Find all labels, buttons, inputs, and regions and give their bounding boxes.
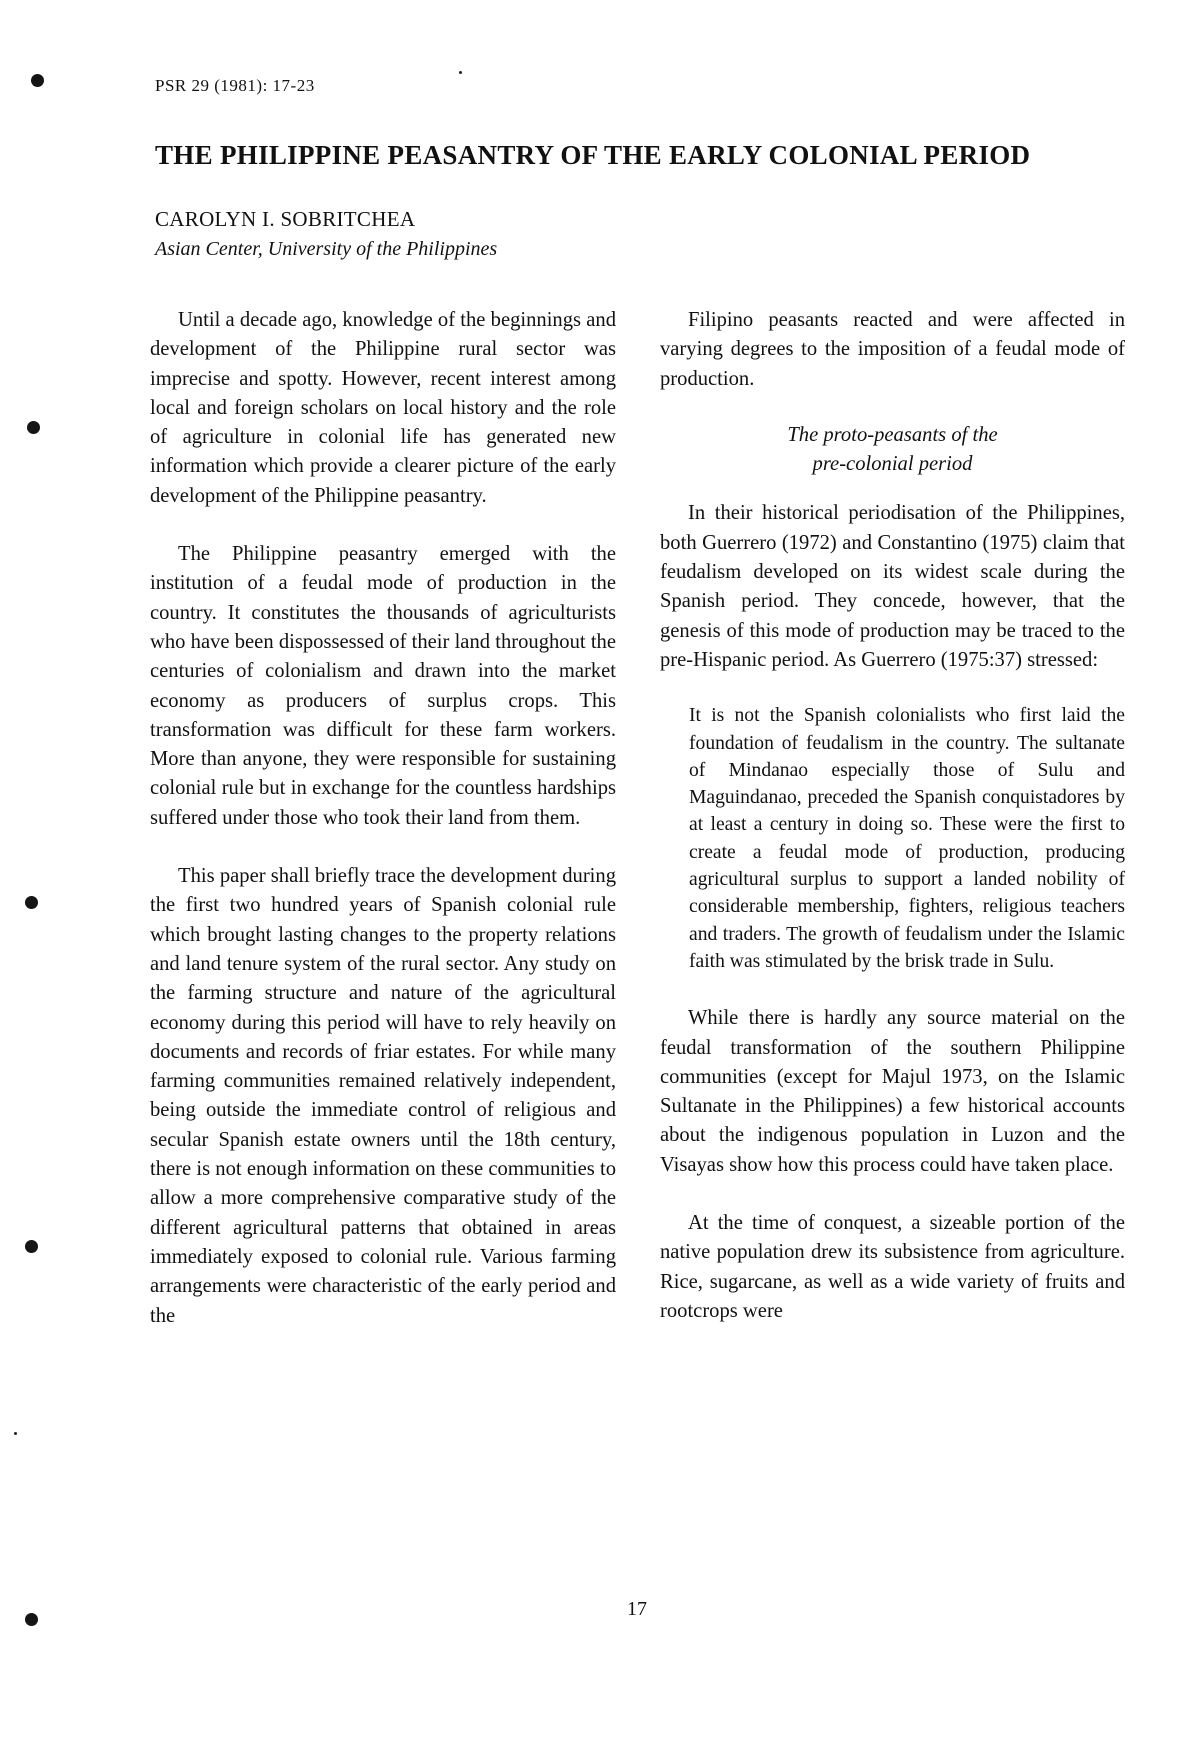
left-text-column bbox=[150, 306, 616, 1331]
right-text-column bbox=[660, 306, 1125, 1326]
body-paragraph: At the time of conquest, a sizeable portion of the native population drew its subsistence from agriculture. Rice, sugarcane, as well as a wide variety of fruits and rootcrops were bbox=[660, 1212, 1125, 1322]
binder-hole-mark bbox=[25, 1240, 38, 1253]
scan-speck bbox=[459, 71, 462, 74]
section-heading-line: The proto-peasants of the bbox=[787, 423, 998, 446]
body-paragraph: In their historical periodisation of the Philippines, both Guerrero (1972) and Constantino (1975) claim that feudalism developed on its widest scale during the Spanish period. They concede, however, that the genesis of this mode of production may be traced to the pre-Hispanic period. As Guerrero (1975:37) stressed: bbox=[660, 502, 1125, 671]
scan-speck bbox=[14, 1432, 17, 1435]
binder-hole-mark bbox=[27, 421, 40, 434]
journal-reference: PSR 29 (1981): 17-23 bbox=[155, 76, 315, 95]
body-paragraph: This paper shall briefly trace the development during the first two hundred years of Spanish colonial rule which brought lasting changes to the property relations and land tenure system of the rural sector. Any study on the farming structure and nature of the agricultural economy during this period will have to rely heavily on documents and records of friar estates. For while many farming communities remained relatively independent, being outside the immediate control of religious and secular Spanish estate owners until the 18th century, there is not enough information on these communities to allow a more comprehensive comparative study of the different agricultural patterns that obtained in areas immediately exposed to colonial rule. Various farming arrangements were characteristic of the early period and the bbox=[150, 865, 616, 1327]
body-paragraph: The Philippine peasantry emerged with the institution of a feudal mode of production in the country. It constitutes the thousands of agriculturists who have been dispossessed of their land throughout the centuries of colonialism and drawn into the market economy as producers of surplus crops. This transformation was difficult for these farm workers. More than anyone, they were responsible for sustaining colonial rule but in exchange for the countless hardships suffered under those who took their land from them. bbox=[150, 543, 616, 829]
binder-hole-mark bbox=[31, 74, 44, 87]
section-heading-line: pre-colonial period bbox=[812, 453, 973, 476]
body-paragraph: While there is hardly any source material on the feudal transformation of the southern Philippine communities (except for Majul 1973, on the Islamic Sultanate in the Philippines) a few historical accounts about the indigenous population in Luzon and the Visayas show how this process could have taken place. bbox=[660, 1007, 1125, 1176]
block-quote: It is not the Spanish colonialists who first laid the foundation of feudalism in the country. The sultanate of Mindanao especially those of Sulu and Maguindanao, preceded the Spanish conquistadores by at least a century in doing so. These were the first to create a feudal mode of production, producing agricultural surplus to support a landed nobility of considerable membership, fighters, religious teachers and traders. The growth of feudalism under the Islamic faith was stimulated by the brisk trade in Sulu. bbox=[689, 705, 1125, 972]
author-affiliation: Asian Center, University of the Philippines bbox=[155, 238, 498, 260]
section-heading bbox=[660, 421, 1125, 480]
binder-hole-mark bbox=[25, 1613, 38, 1626]
page-number: 17 bbox=[627, 1598, 647, 1620]
body-paragraph: Filipino peasants reacted and were affected in varying degrees to the imposition of a feudal mode of production. bbox=[660, 309, 1125, 390]
author-name: CAROLYN I. SOBRITCHEA bbox=[155, 207, 416, 231]
article-title: THE PHILIPPINE PEASANTRY OF THE EARLY COLONIAL PERIOD bbox=[155, 140, 1031, 170]
body-paragraph: Until a decade ago, knowledge of the beginnings and development of the Philippine rural sector was imprecise and spotty. However, recent interest among local and foreign scholars on local history and the role of agriculture in colonial life has generated new information which provide a clearer picture of the early development of the Philippine peasantry. bbox=[150, 309, 616, 507]
binder-hole-mark bbox=[25, 896, 38, 909]
